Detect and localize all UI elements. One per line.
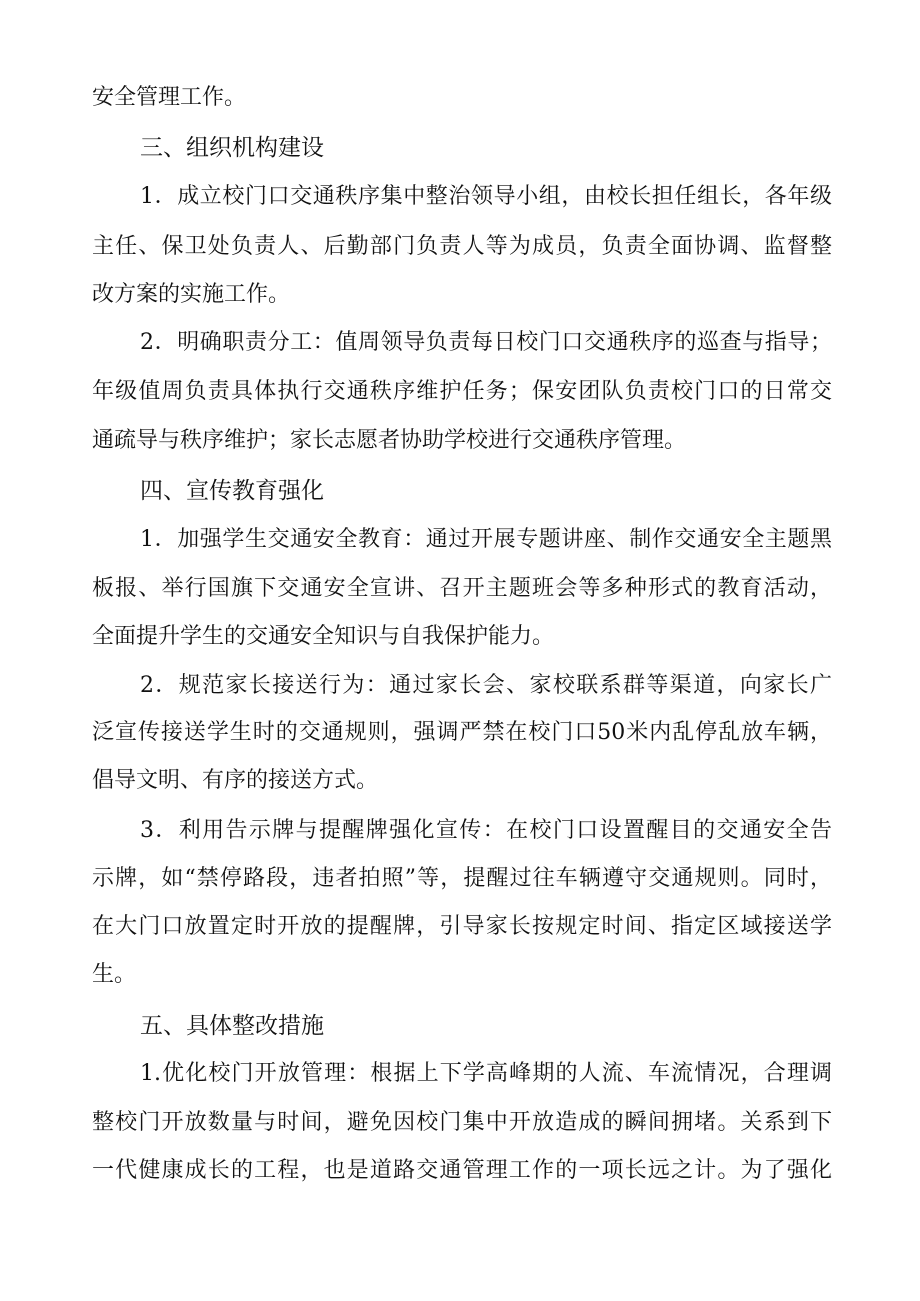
paragraph-line: 2．明确职责分工：值周领导负责每日校门口交通秩序的巡查与指导；	[140, 330, 832, 355]
paragraph-line: 泛宣传接送学生时的交通规则，强调严禁在校门口50米内乱停乱放车辆，	[92, 720, 832, 745]
paragraph-line: 1.优化校门开放管理：根据上下学高峰期的人流、车流情况，合理调	[140, 1061, 832, 1086]
paragraph-line: 在大门口放置定时开放的提醒牌，引导家长按规定时间、指定区域接送学	[92, 914, 832, 939]
paragraph-line: 整校门开放数量与时间，避免因校门集中开放造成的瞬间拥堵。关系到下	[92, 1110, 832, 1135]
paragraph-line: 1．加强学生交通安全教育：通过开展专题讲座、制作交通安全主题黑	[140, 527, 832, 552]
paragraph-line: 板报、举行国旗下交通安全宣讲、召开主题班会等多种形式的教育活动，	[92, 576, 832, 601]
section-heading-rectification: 五、具体整改措施	[140, 1013, 324, 1039]
section-heading-publicity: 四、宣传教育强化	[140, 478, 324, 504]
paragraph-line: 全面提升学生的交通安全知识与自我保护能力。	[92, 624, 555, 649]
paragraph-line: 通疏导与秩序维护；家长志愿者协助学校进行交通秩序管理。	[92, 428, 687, 453]
paragraph-line: 1．成立校门口交通秩序集中整治领导小组，由校长担任组长，各年级	[140, 184, 832, 209]
paragraph-line: 2．规范家长接送行为：通过家长会、家校联系群等渠道，向家长广	[140, 673, 832, 698]
paragraph-line: 示牌，如“禁停路段，违者拍照”等，提醒过往车辆遵守交通规则。同时，	[92, 866, 832, 891]
intro-line: 安全管理工作。	[92, 85, 247, 110]
paragraph-line: 一代健康成长的工程，也是道路交通管理工作的一项长远之计。为了强化	[92, 1158, 832, 1183]
paragraph-line: 主任、保卫处负责人、后勤部门负责人等为成员，负责全面协调、监督整	[92, 234, 832, 259]
paragraph-line: 改方案的实施工作。	[92, 282, 291, 307]
paragraph-line: 倡导文明、有序的接送方式。	[92, 768, 379, 793]
paragraph-line: 3．利用告示牌与提醒牌强化宣传：在校门口设置醒目的交通安全告	[140, 818, 832, 843]
paragraph-line: 年级值周负责具体执行交通秩序维护任务；保安团队负责校门口的日常交	[92, 379, 832, 404]
paragraph-line: 生。	[92, 962, 137, 987]
section-heading-organization: 三、组织机构建设	[140, 135, 324, 161]
